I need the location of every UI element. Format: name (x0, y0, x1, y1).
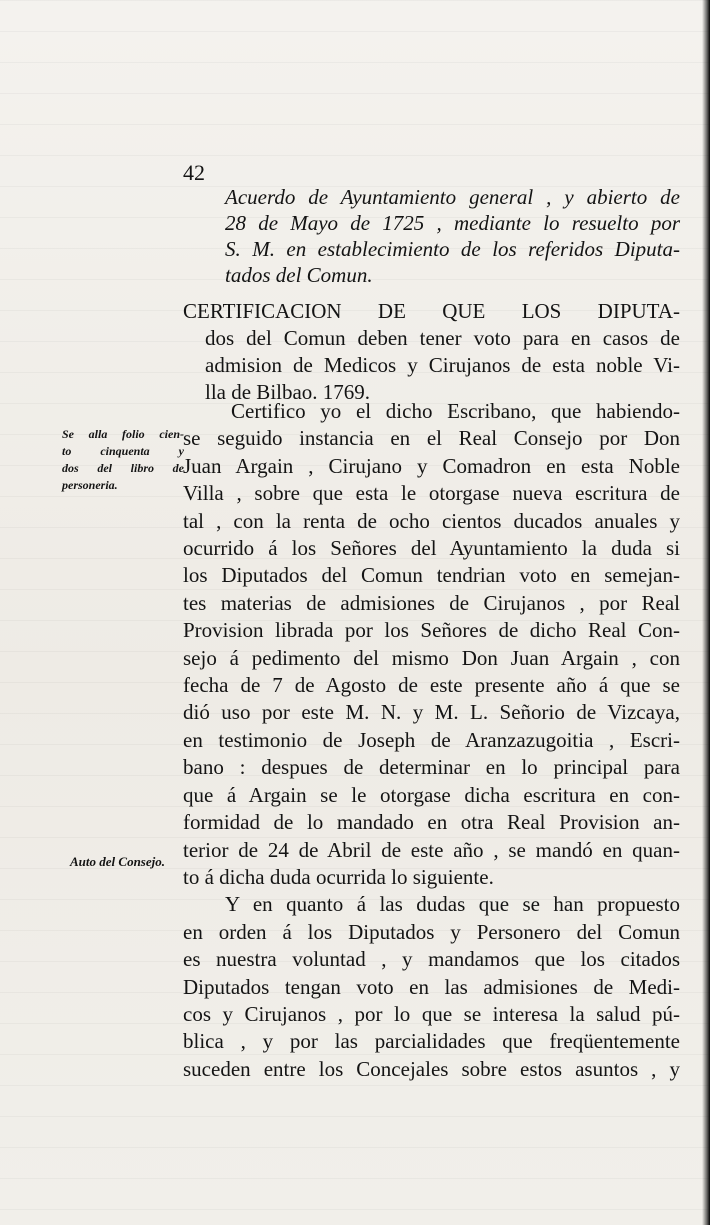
body-line: Provision librada por los Señores de dicho Real Con- (183, 618, 680, 643)
body-line: tes materias de admisiones de Cirujanos , por Real (183, 590, 680, 615)
body-line: terior de 24 de Abril de este año , se mandó en quan- (183, 837, 680, 862)
margin-note-line: personeria. (62, 478, 118, 492)
body-line: Juan Argain , Cirujano y Comadron en esta Noble (183, 453, 680, 478)
margin-note-line: Se alla folio cien- (62, 427, 184, 441)
heading-line: tados del Comun. (225, 263, 373, 287)
body-line: Certifico yo el dicho Escribano, que habiendo- (231, 399, 680, 423)
body-line: se seguido instancia en el Real Consejo por Don (183, 426, 680, 451)
page-edge-shadow (702, 0, 710, 1225)
body-line: ocurrido á los Señores del Ayuntamiento la duda si (183, 536, 680, 561)
body-line: fecha de 7 de Agosto de este presente año á que se (183, 673, 680, 698)
body-line: Diputados tengan voto en las admisiones de Medi- (183, 974, 680, 999)
margin-note-line: dos del libro de (62, 461, 184, 475)
body-line: dió uso por este M. N. y M. L. Señorio de Vizcaya, (183, 700, 680, 725)
page-number: 42 (183, 160, 205, 185)
body-line: cos y Cirujanos , por lo que se interesa la salud pú- (183, 1001, 680, 1026)
heading-block (225, 184, 680, 288)
body-line: Y en quanto á las dudas que se han propuesto (225, 892, 680, 917)
margin-note-line: Auto del Consejo. (70, 854, 165, 869)
body-line: en orden á los Diputados y Personero del Comun (183, 919, 680, 944)
body-line: es nuestra voluntad , y mandamos que los citados (183, 947, 680, 972)
body-line: to á dicha duda ocurrida lo siguiente. (183, 864, 494, 889)
margin-note-folio (62, 426, 184, 494)
body-line: Villa , sobre que esta le otorgase nueva escritura de (183, 481, 680, 506)
body-text (183, 398, 680, 1083)
body-line: blica , y por las parcialidades que freqüentemente (183, 1029, 680, 1054)
body-line: que á Argain se le otorgase dicha escritura en con- (183, 782, 680, 807)
margin-note-auto (70, 853, 185, 870)
body-line: formidad de lo mandado en otra Real Provision an- (183, 810, 680, 835)
heading-line: Acuerdo de Ayuntamiento general , y abierto de (225, 185, 680, 209)
section-title-line: dos del Comun deben tener voto para en casos de (205, 326, 680, 350)
body-line: en testimonio de Joseph de Aranzazugoitia , Escri- (183, 727, 680, 752)
margin-note-line: to cinquenta y (62, 444, 184, 458)
body-line: suceden entre los Concejales sobre estos asuntos , y (183, 1056, 680, 1081)
section-title-line: admision de Medicos y Cirujanos de esta noble Vi- (205, 353, 680, 377)
section-title-line: lla de Bilbao. 1769. (205, 380, 371, 404)
heading-line: 28 de Mayo de 1725 , mediante lo resuelto por (225, 211, 680, 235)
section-title-line: CERTIFICACION DE QUE LOS DIPUTA- (183, 299, 680, 323)
section-title (183, 298, 680, 406)
heading-line: S. M. en establecimiento de los referidos Diputa- (225, 237, 680, 261)
body-line: sejo á pedimento del mismo Don Juan Argain , con (183, 645, 680, 670)
body-line: bano : despues de determinar en lo principal para (183, 755, 680, 780)
body-line: los Diputados del Comun tendrian voto en semejan- (183, 563, 680, 588)
body-line: tal , con la renta de ocho cientos ducados anuales y (183, 508, 680, 533)
